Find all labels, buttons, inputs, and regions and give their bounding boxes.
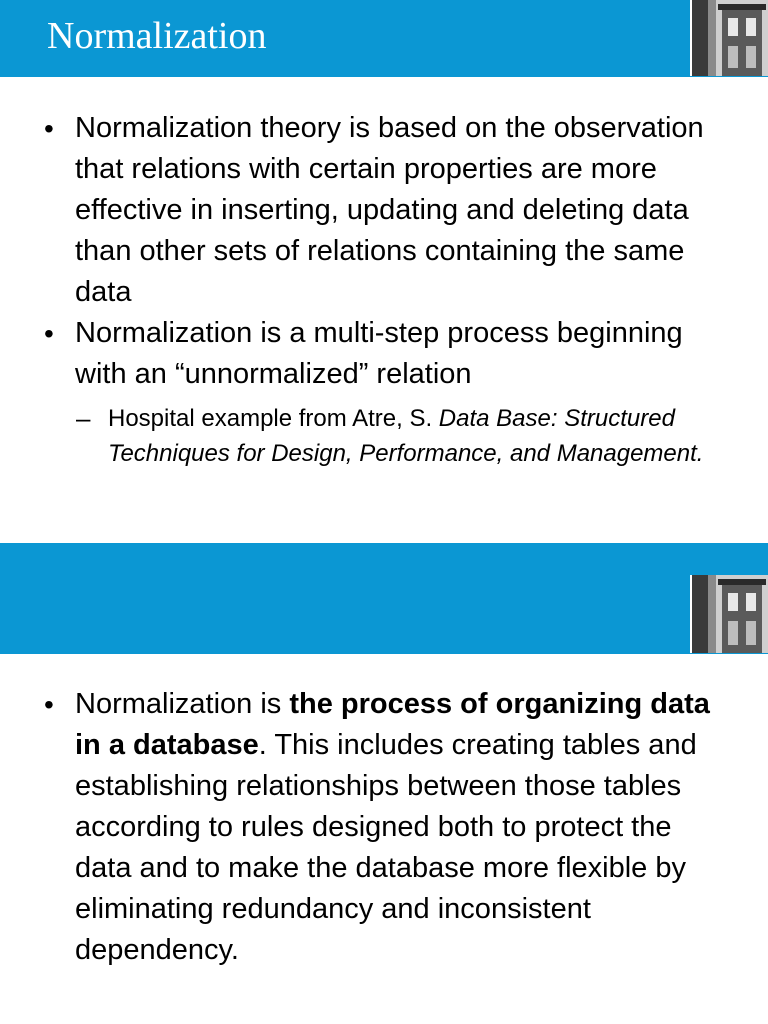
slide2-bullet-list [44,684,734,971]
dash-symbol: – [76,403,91,433]
building-photo-icon [690,575,768,653]
bullet-text: Normalization is a multi-step process beginning with an “unnormalized” relation [75,317,683,390]
book-title: Data Base: Structured Techniques for Design, Performance, and Management. [108,405,704,467]
slide-title: Normalization [47,15,267,57]
bullet-text: . This includes creating tables and establishing relationships between those tables according to rules designed both to protect the data and to make the database more flexible by eliminating redundancy and inconsistent dependency. [75,729,697,966]
bullet-text: Normalization theory is based on the observation that relations with certain properties are more effective in inserting, updating and deleting data than other sets of relations containing the same data [75,112,704,308]
bullet-text: Normalization is [75,688,290,720]
building-photo-icon [690,0,768,76]
sub-bullet-item [76,401,734,471]
bullet-symbol: • [44,318,54,349]
bullet-item [44,313,734,395]
bullet-symbol: • [44,113,54,144]
slide-header-banner-2 [0,543,768,654]
slide-header-banner [0,0,768,77]
citation-text: Hospital example from Atre, S. [108,405,439,432]
slide1-bullet-list [44,108,734,471]
bullet-symbol: • [44,689,54,720]
bullet-item [44,108,734,313]
bullet-item [44,684,734,971]
bold-definition: the process of organizing data in a database [75,688,710,761]
